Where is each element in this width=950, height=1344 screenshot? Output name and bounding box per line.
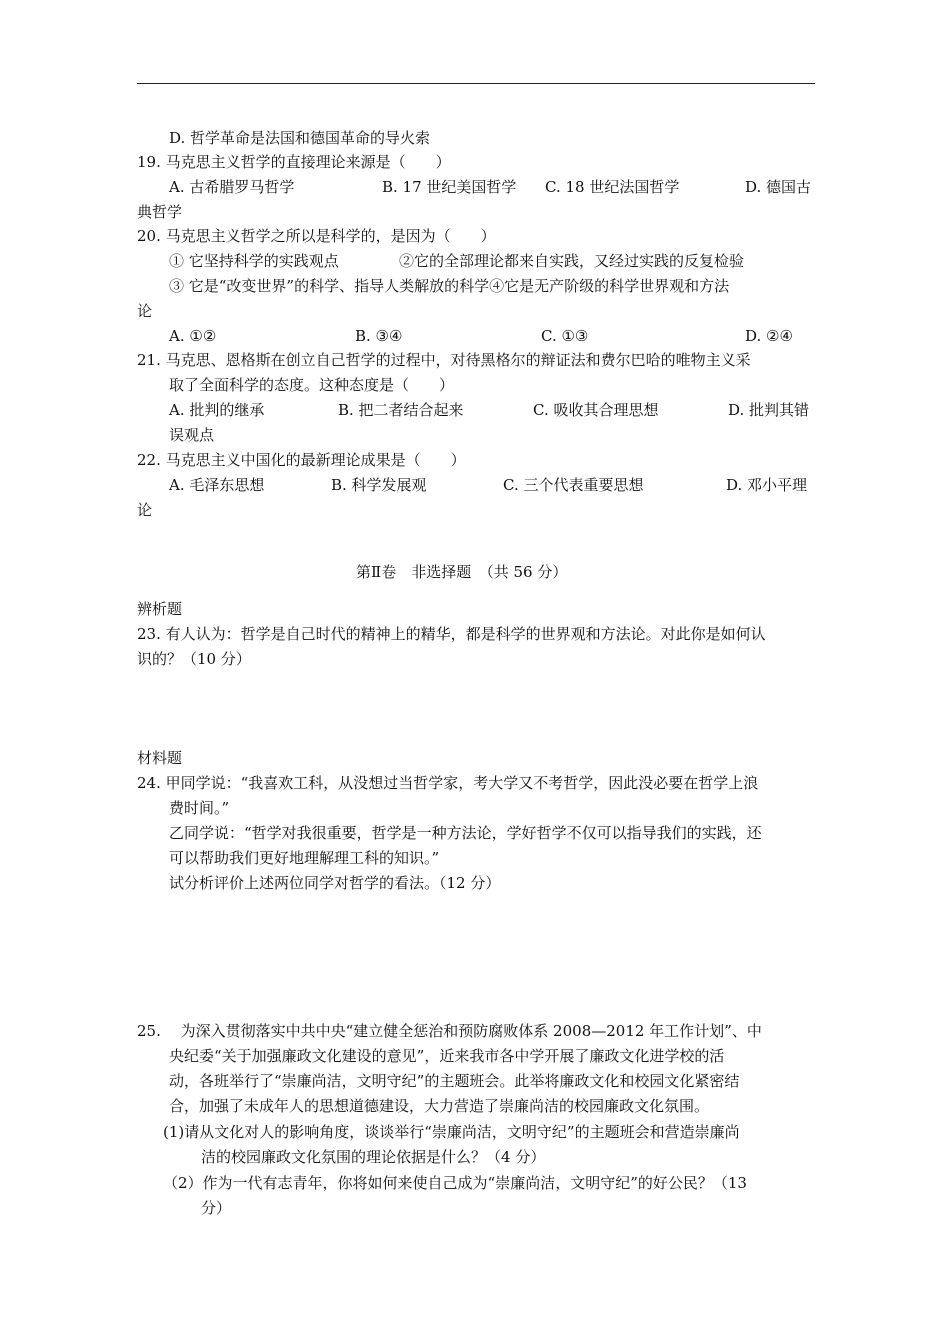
q25-part1-line1: (1)请从文化对人的影响角度，谈谈举行“崇廉尚洁，文明守纪”的主题班会和营造崇廉尚 — [163, 1123, 740, 1141]
q20-option-a: A. ①② — [169, 327, 217, 345]
q21-option-c: C. 吸收其合理思想 — [533, 401, 659, 419]
q20-statement-3-4: ③ 它是“改变世界”的科学、指导人类解放的科学④它是无产阶级的科学世界观和方法 — [169, 277, 730, 295]
q19-option-b: B. 17 世纪美国哲学 — [382, 178, 517, 196]
q19-option-d-cont: 典哲学 — [137, 203, 183, 221]
q20-stem: 20. 马克思主义哲学之所以是科学的，是因为（ ） — [137, 227, 496, 245]
q22-stem: 22. 马克思主义中国化的最新理论成果是（ ） — [137, 451, 466, 469]
q22-option-d-cont: 论 — [137, 501, 153, 519]
q20-option-d: D. ②④ — [745, 327, 793, 345]
q19-option-c: C. 18 世纪法国哲学 — [545, 178, 680, 196]
q25-part2-line1: （2）作为一代有志青年，你将如何来使自己成为“崇廉尚洁，文明守纪”的好公民？（13 — [163, 1174, 747, 1192]
q22-option-a: A. 毛泽东思想 — [169, 476, 265, 494]
q20-statement-2: ②它的全部理论都来自实践，又经过实践的反复检验 — [399, 252, 745, 270]
section2-title: 第Ⅱ卷 非选择题 （共 56 分） — [356, 563, 568, 581]
q21-option-a: A. 批判的继承 — [169, 401, 265, 419]
q22-option-d: D. 邓小平理 — [726, 476, 808, 494]
q20-statement-cont: 论 — [137, 302, 153, 320]
q21-stem-line2: 取了全面科学的态度。这种态度是（ ） — [169, 376, 455, 394]
bianxi-heading: 辨析题 — [137, 600, 183, 618]
q21-option-b: B. 把二者结合起来 — [338, 401, 464, 419]
q19-option-d: D. 德国古 — [745, 178, 812, 196]
q25-part2-line2: 分） — [201, 1199, 232, 1217]
q21-stem-line1: 21. 马克思、恩格斯在创立自己哲学的过程中，对待黑格尔的辩证法和费尔巴哈的唯物主义采 — [137, 351, 751, 369]
cailiao-heading: 材料题 — [137, 749, 183, 767]
q24-line4: 可以帮助我们更好地理解理工科的知识。” — [169, 849, 440, 867]
header-rule — [137, 83, 815, 84]
q25-line1: 25. 为深入贯彻落实中共中央“建立健全惩治和预防腐败体系 2008—2012 年工作计划”、中 — [137, 1022, 762, 1040]
q19-option-a: A. 古希腊罗马哲学 — [169, 178, 295, 196]
q22-option-c: C. 三个代表重要思想 — [503, 476, 644, 494]
q23-line2: 识的？（10 分） — [137, 650, 251, 668]
q25-line4: 合，加强了未成年人的思想道德建设，大力营造了崇廉尚洁的校园廉政文化氛围。 — [169, 1097, 710, 1115]
q24-line2: 费时间。” — [169, 799, 230, 817]
q24-line5: 试分析评价上述两位同学对哲学的看法。（12 分） — [169, 874, 501, 892]
q20-option-b: B. ③④ — [355, 327, 403, 345]
q18-option-d: D. 哲学革命是法国和德国革命的导火索 — [169, 129, 431, 147]
q20-statement-1: ① 它坚持科学的实践观点 — [169, 252, 339, 270]
q25-part1-line2: 洁的校园廉政文化氛围的理论依据是什么？（4 分） — [201, 1148, 546, 1166]
q21-option-d-cont: 误观点 — [169, 426, 215, 444]
q24-line3: 乙同学说：“哲学对我很重要，哲学是一种方法论，学好哲学不仅可以指导我们的实践，还 — [169, 824, 762, 842]
q24-line1: 24. 甲同学说：“我喜欢工科，从没想过当哲学家，考大学又不考哲学，因此没必要在哲学上浪 — [137, 774, 759, 792]
q20-option-c: C. ①③ — [541, 327, 589, 345]
q25-line2: 央纪委“关于加强廉政文化建设的意见”，近来我市各中学开展了廉政文化进学校的活 — [169, 1047, 725, 1065]
q23-line1: 23. 有人认为：哲学是自己时代的精神上的精华，都是科学的世界观和方法论。对此你是如何认 — [137, 625, 766, 643]
q22-option-b: B. 科学发展观 — [331, 476, 427, 494]
q21-option-d: D. 批判其错 — [728, 401, 810, 419]
q19-stem: 19. 马克思主义哲学的直接理论来源是（ ） — [137, 153, 451, 171]
q25-line3: 动，各班举行了“崇廉尚洁，文明守纪”的主题班会。此举将廉政文化和校园文化紧密结 — [169, 1072, 740, 1090]
